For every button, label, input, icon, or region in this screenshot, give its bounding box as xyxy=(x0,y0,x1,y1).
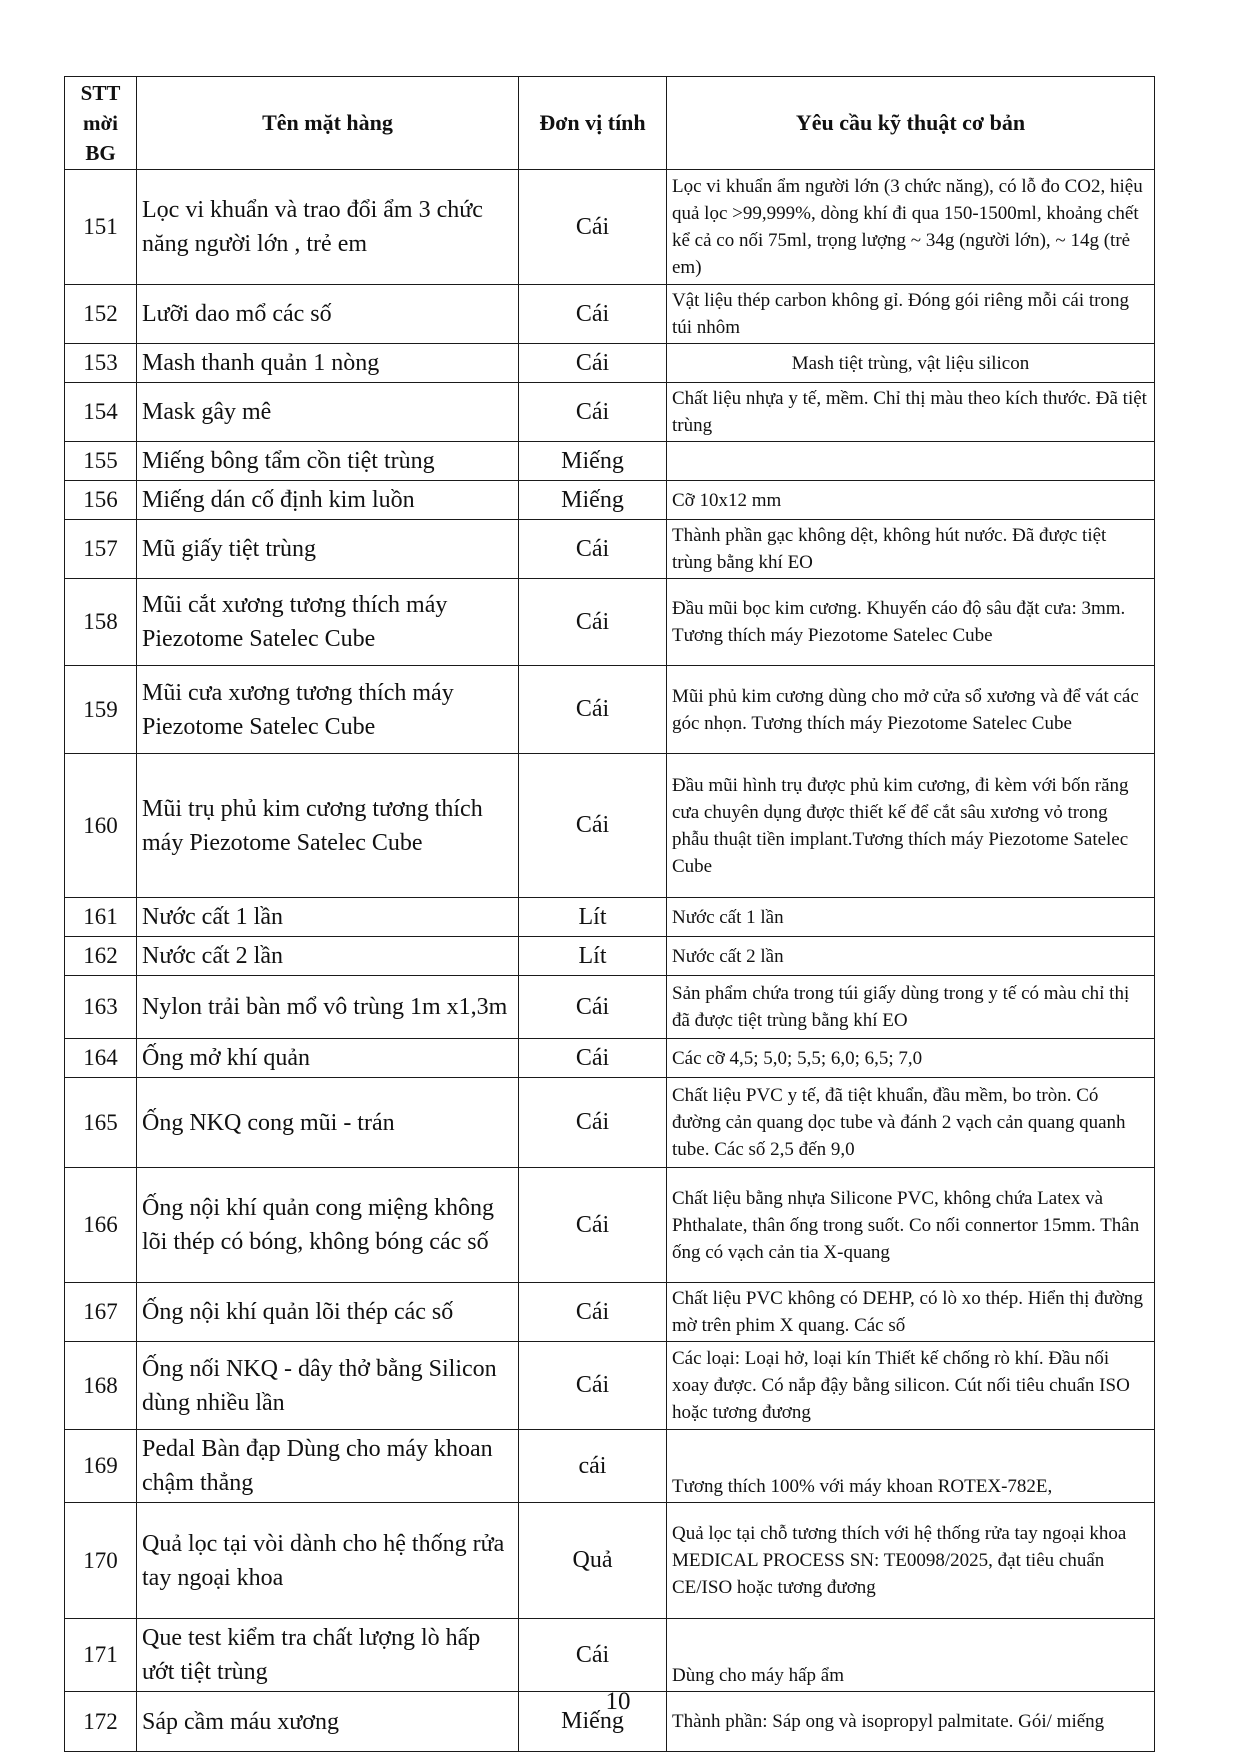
row-spec: Nước cất 2 lần xyxy=(667,937,1155,976)
row-name: Quả lọc tại vòi dành cho hệ thống rửa tay ngoại khoa xyxy=(137,1503,519,1619)
row-name: Nước cất 2 lần xyxy=(137,937,519,976)
row-unit: Cái xyxy=(519,285,667,344)
row-spec xyxy=(667,442,1155,481)
row-unit: Cái xyxy=(519,1283,667,1342)
row-spec: Chất liệu PVC không có DEHP, có lò xo thép. Hiển thị đường mờ trên phim X quang. Các số xyxy=(667,1283,1155,1342)
row-spec: Lọc vi khuẩn ẩm người lớn (3 chức năng), có lỗ đo CO2, hiệu quả lọc >99,999%, dòng khí đi qua 150-1500ml, khoảng chết kể cả co nối 75ml, trọng lượng ~ 34g (người lớn), ~ 14g (trẻ em) xyxy=(667,170,1155,285)
row-name: Pedal Bàn đạp Dùng cho máy khoan chậm thẳng xyxy=(137,1430,519,1503)
row-stt: 152 xyxy=(65,285,137,344)
row-unit: Lít xyxy=(519,898,667,937)
header-name: Tên mặt hàng xyxy=(137,77,519,170)
row-unit: Cái xyxy=(519,976,667,1039)
table-row xyxy=(65,937,1155,976)
row-stt: 171 xyxy=(65,1619,137,1692)
table-row xyxy=(65,976,1155,1039)
row-unit: Cái xyxy=(519,344,667,383)
page-number: 10 xyxy=(605,1688,631,1715)
table-row xyxy=(65,754,1155,898)
table-row xyxy=(65,344,1155,383)
row-stt: 160 xyxy=(65,754,137,898)
row-spec: Các loại: Loại hở, loại kín Thiết kế chống rò khí. Đầu nối xoay được. Có nắp đậy bằng silicon. Cút nối tiêu chuẩn ISO hoặc tương đương xyxy=(667,1342,1155,1430)
table-row xyxy=(65,285,1155,344)
row-spec: Sản phẩm chứa trong túi giấy dùng trong y tế có màu chỉ thị đã được tiệt trùng bằng khí EO xyxy=(667,976,1155,1039)
row-unit: Cái xyxy=(519,1078,667,1168)
row-stt: 170 xyxy=(65,1503,137,1619)
row-unit: Cái xyxy=(519,1168,667,1283)
header-row xyxy=(65,77,1155,170)
row-name: Ống NKQ cong mũi - trán xyxy=(137,1078,519,1168)
row-stt: 154 xyxy=(65,383,137,442)
table-row xyxy=(65,520,1155,579)
row-spec: Các cỡ 4,5; 5,0; 5,5; 6,0; 6,5; 7,0 xyxy=(667,1039,1155,1078)
row-stt: 167 xyxy=(65,1283,137,1342)
header-stt: STT mời BG xyxy=(65,77,137,170)
row-unit: Cái xyxy=(519,666,667,754)
row-spec: Đầu mũi hình trụ được phủ kim cương, đi kèm với bốn răng cưa chuyên dụng được thiết kế để cắt sâu xương vỏ trong phẫu thuật tiền implant.Tương thích máy Piezotome Satelec Cube xyxy=(667,754,1155,898)
row-spec: Tương thích 100% với máy khoan ROTEX-782E, xyxy=(667,1430,1155,1503)
table-row xyxy=(65,1619,1155,1692)
row-name: Mũ giấy tiệt trùng xyxy=(137,520,519,579)
row-spec: Mũi phủ kim cương dùng cho mở cửa sổ xương và để vát các góc nhọn. Tương thích máy Piezotome Satelec Cube xyxy=(667,666,1155,754)
row-stt: 166 xyxy=(65,1168,137,1283)
row-unit: Miếng xyxy=(519,1692,667,1752)
row-unit: Cái xyxy=(519,754,667,898)
row-name: Mask gây mê xyxy=(137,383,519,442)
table-row xyxy=(65,442,1155,481)
row-spec: Vật liệu thép carbon không gỉ. Đóng gói riêng mỗi cái trong túi nhôm xyxy=(667,285,1155,344)
row-name: Mũi trụ phủ kim cương tương thích máy Piezotome Satelec Cube xyxy=(137,754,519,898)
header-unit: Đơn vị tính xyxy=(519,77,667,170)
row-stt: 155 xyxy=(65,442,137,481)
row-spec: Quả lọc tại chỗ tương thích với hệ thống rửa tay ngoại khoa MEDICAL PROCESS SN: TE0098/2025, đạt tiêu chuẩn CE/ISO hoặc tương đương xyxy=(667,1503,1155,1619)
row-unit: Miếng xyxy=(519,442,667,481)
row-name: Mũi cưa xương tương thích máy Piezotome Satelec Cube xyxy=(137,666,519,754)
row-unit: Miếng xyxy=(519,481,667,520)
row-name: Lọc vi khuẩn và trao đổi ẩm 3 chức năng người lớn , trẻ em xyxy=(137,170,519,285)
table-row xyxy=(65,1503,1155,1619)
row-stt: 168 xyxy=(65,1342,137,1430)
row-unit: Cái xyxy=(519,1619,667,1692)
row-spec: Thành phần: Sáp ong và isopropyl palmitate. Gói/ miếng xyxy=(667,1692,1155,1752)
row-spec: Chất liệu bằng nhựa Silicone PVC, không chứa Latex và Phthalate, thân ống trong suốt. Co nối connertor 15mm. Thân ống có vạch cản tia X-quang xyxy=(667,1168,1155,1283)
row-name: Ống nội khí quản cong miệng không lõi thép có bóng, không bóng các số xyxy=(137,1168,519,1283)
row-unit: cái xyxy=(519,1430,667,1503)
row-spec: Cỡ 10x12 mm xyxy=(667,481,1155,520)
row-unit: Lít xyxy=(519,937,667,976)
row-stt: 163 xyxy=(65,976,137,1039)
row-name: Miếng bông tẩm cồn tiệt trùng xyxy=(137,442,519,481)
row-unit: Cái xyxy=(519,520,667,579)
row-unit: Cái xyxy=(519,1039,667,1078)
product-table xyxy=(64,76,1155,1752)
row-name: Mũi cắt xương tương thích máy Piezotome Satelec Cube xyxy=(137,579,519,666)
table-row xyxy=(65,579,1155,666)
row-unit: Quả xyxy=(519,1503,667,1619)
row-spec: Dùng cho máy hấp ẩm xyxy=(667,1619,1155,1692)
row-unit: Cái xyxy=(519,170,667,285)
table-row xyxy=(65,898,1155,937)
row-unit: Cái xyxy=(519,1342,667,1430)
header-spec: Yêu cầu kỹ thuật cơ bản xyxy=(667,77,1155,170)
row-stt: 159 xyxy=(65,666,137,754)
row-name: Nylon trải bàn mổ vô trùng 1m x1,3m xyxy=(137,976,519,1039)
row-stt: 153 xyxy=(65,344,137,383)
row-stt: 162 xyxy=(65,937,137,976)
row-stt: 151 xyxy=(65,170,137,285)
row-spec: Thành phần gạc không dệt, không hút nước. Đã được tiệt trùng bằng khí EO xyxy=(667,520,1155,579)
row-name: Miếng dán cố định kim luồn xyxy=(137,481,519,520)
row-name: Mash thanh quản 1 nòng xyxy=(137,344,519,383)
row-spec: Đầu mũi bọc kim cương. Khuyến cáo độ sâu đặt cưa: 3mm. Tương thích máy Piezotome Satelec Cube xyxy=(667,579,1155,666)
row-stt: 164 xyxy=(65,1039,137,1078)
row-name: Ống nội khí quản lõi thép các số xyxy=(137,1283,519,1342)
row-stt: 158 xyxy=(65,579,137,666)
row-stt: 172 xyxy=(65,1692,137,1752)
row-name: Que test kiểm tra chất lượng lò hấp ướt tiệt trùng xyxy=(137,1619,519,1692)
table-row xyxy=(65,1078,1155,1168)
row-name: Lưỡi dao mổ các số xyxy=(137,285,519,344)
table-row xyxy=(65,666,1155,754)
row-stt: 156 xyxy=(65,481,137,520)
row-name: Ống mở khí quản xyxy=(137,1039,519,1078)
row-stt: 157 xyxy=(65,520,137,579)
row-stt: 165 xyxy=(65,1078,137,1168)
table-row xyxy=(65,1039,1155,1078)
row-name: Ống nối NKQ - dây thở bằng Silicon dùng nhiều lần xyxy=(137,1342,519,1430)
row-spec: Chất liệu nhựa y tế, mềm. Chỉ thị màu theo kích thước. Đã tiệt trùng xyxy=(667,383,1155,442)
table-row xyxy=(65,1430,1155,1503)
table-row xyxy=(65,1342,1155,1430)
row-spec: Chất liệu PVC y tế, đã tiệt khuẩn, đầu mềm, bo tròn. Có đường cản quang dọc tube và đánh 2 vạch cản quang quanh tube. Các số 2,5 đến 9,0 xyxy=(667,1078,1155,1168)
row-name: Sáp cầm máu xương xyxy=(137,1692,519,1752)
row-unit: Cái xyxy=(519,579,667,666)
table-row xyxy=(65,1283,1155,1342)
row-spec: Nước cất 1 lần xyxy=(667,898,1155,937)
table-row xyxy=(65,170,1155,285)
row-name: Nước cất 1 lần xyxy=(137,898,519,937)
row-stt: 161 xyxy=(65,898,137,937)
table-row xyxy=(65,1168,1155,1283)
table-row xyxy=(65,383,1155,442)
row-spec: Mash tiệt trùng, vật liệu silicon xyxy=(667,344,1155,383)
row-unit: Cái xyxy=(519,383,667,442)
row-stt: 169 xyxy=(65,1430,137,1503)
table-row xyxy=(65,481,1155,520)
